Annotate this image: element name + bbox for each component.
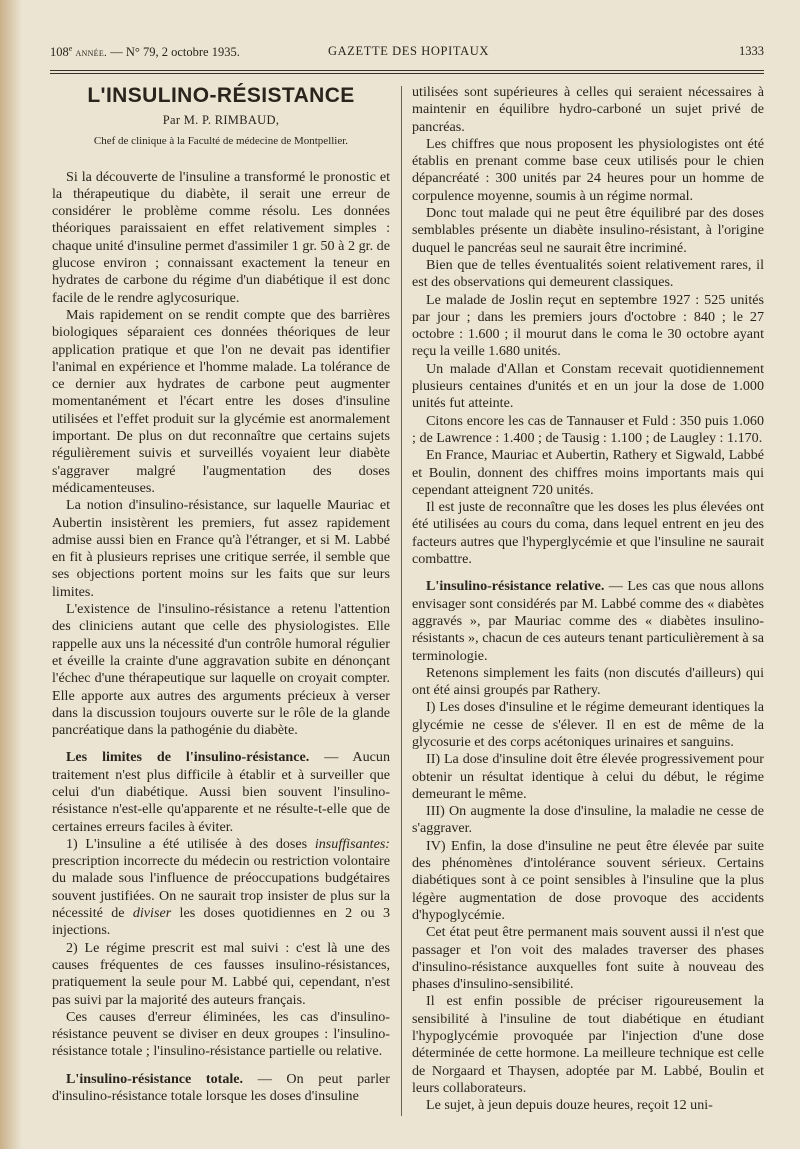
running-head (50, 44, 764, 62)
left-column (52, 84, 390, 1105)
paragraph: I) Les doses d'insuline et le régime demeurant identiques la glycémie ne cesse de s'élever. Il en est de même de la glycosurie et des corps acétoniques urinaires et sanguins. (412, 699, 764, 750)
paragraph: utilisées sont supérieures à celles qui seraient nécessaires à maintenir en équilibre hydro-carboné un sujet privé de pancréas. (412, 84, 764, 135)
paragraph: Il est juste de reconnaître que les doses les plus élevées ont été utilisées au cours du coma, dans lequel entrent en jeu des facteurs autres que l'hyperglycémie et que l'insuline ne saurait combattre. (412, 499, 764, 568)
issue-date: — N° 79, 2 octobre 1935. (110, 45, 240, 60)
paragraph: La notion d'insulino-résistance, sur laquelle Mauriac et Aubertin insistèrent les premiers, fut assez rapidement admise aussi bien en France qu'à l'étranger, et si M. Labbé en fit à plusieurs reprises une critique serrée, il semble que ses objections portent moins sur les faits que sur leurs limites. (52, 497, 390, 600)
column-divider (401, 86, 402, 1116)
section-heading-limits: Les limites de l'insulino-résistance. (66, 749, 310, 766)
section-paragraph: L'insulino-résistance relative. — Les cas que nous allons envisager sont considérés par M. Labbé comme des « diabètes aggravés », par Mauriac comme des « diabètes insulino-résistants », chacun de ces auteurs tenant particulièrement à sa terminologie. (412, 578, 764, 664)
page-binding-edge (0, 0, 22, 1149)
paragraph: IV) Enfin, la dose d'insuline ne peut être élevée par suite des phénomènes d'intolérance souvent sérieux. Certains diabétiques sont à ce point sensibles à l'insuline que la plus légère augmentation de dose provoque des accidents d'hypoglycémie. (412, 837, 764, 923)
article-byline: Par M. P. RIMBAUD, (162, 113, 280, 127)
paragraph: Cet état peut être permanent mais souvent aussi il n'est que passager et l'on voit des malades traverser des phases d'insulino-résistance auxquelles font suite à nouveau des phases d'insulino-sensibilité. (412, 924, 764, 993)
article-title: L'INSULINO-RÉSISTANCE (87, 84, 355, 107)
paragraph: 1) L'insuline a été utilisée à des doses insuffisantes: prescription incorrecte du médecin ou restriction volontaire du malade sous l'influence de préoccupations budgétaires souvent justifiées. On ne saurait trop insister de plus sur la nécessité de diviser les doses quotidiennes en 2 ou 3 injections. (52, 835, 390, 939)
paragraph: Retenons simplement les faits (non discutés d'ailleurs) qui ont été ainsi groupés par Rathery. (412, 664, 764, 699)
paragraph: Citons encore les cas de Tannauser et Fuld : 350 puis 1.060 ; de Lawrence : 1.400 ; de Tausig : 1.100 ; de Laugley : 1.170. (412, 412, 764, 446)
paragraph: Ces causes d'erreur éliminées, les cas d'insulino-résistance peuvent se diviser en deux groupes : l'insulino-résistance totale ; l'insulino-résistance partielle ou relative. (52, 1008, 390, 1060)
edition-number: 108 (50, 45, 69, 60)
paragraph: Bien que de telles éventualités soient relativement rares, il est des observations qui demeurent classiques. (412, 256, 764, 291)
section-paragraph: Les limites de l'insulino-résistance. — Aucun traitement n'est plus difficile à établir et à surveiller que celui d'un diabétique. Aussi bien souvent l'insulino-résistance n'est-elle qu'apparente et ne résulte-t-elle que de certaines erreurs faciles à éviter. (52, 749, 391, 835)
edition-suffix: e (68, 44, 73, 53)
section-heading-totale: L'insulino-résistance totale. (66, 1070, 244, 1087)
paragraph: Donc tout malade qui ne peut être équilibré par des doses semblables présente un diabète insulino-résistant, à l'origine duquel le pancréas seul ne saurait être incriminé. (412, 205, 764, 256)
paragraph: En France, Mauriac et Aubertin, Rathery et Sigwald, Labbé et Boulin, donnent des chiffres moins importants mais qui cependant atteignent 720 unités. (412, 447, 764, 498)
paragraph: Mais rapidement on se rendit compte que des barrières biologiques séparaient ces données théoriques de leur application pratique et que l'on ne devait pas identifier l'animal en expérience et l'homme malade. La tolérance de ce dernier aux hydrates de carbone peut augmenter momentanément et l'écart entre les doses d'insuline utilisées et l'effet produit sur la glycémie est anormalement important. De plus on dut reconnaître que certains sujets régulièrement suivis et surveillés voyaient leur diabète s'aggraver malgré l'augmentation des doses médicamenteuses. (52, 306, 390, 496)
paragraph: Si la découverte de l'insuline a transformé le pronostic et la thérapeutique du diabète, il serait une erreur de considérer le problème comme résolu. Les données théoriques paraissaient en effet relativement simples : chaque unité d'insuline permet d'assimiler 1 gr. 50 à 2 gr. de glucose environ ; connaissant exactement la teneur en hydrates de carbone du régime d'un diabétique il est donc facile de le rendre aglycosurique. (52, 168, 390, 306)
paragraph: Il est enfin possible de préciser rigoureusement la sensibilité à l'insuline de tout diabétique en étudiant l'hypoglycémie provoquée par l'injection d'une dose déterminée de cette hormone. La meilleure technique est celle de Norgaard et Thaysen, adoptée par M. Labbé, Boulin et leurs collaborateurs. (412, 993, 764, 1096)
paragraph: III) On augmente la dose d'insuline, la maladie ne cesse de s'aggraver. (412, 803, 764, 837)
author-affiliation: Chef de clinique à la Faculté de médecine de Montpellier. (93, 135, 349, 148)
paragraph: II) La dose d'insuline doit être élevée progressivement pour obtenir un résultat identique à celui du début, le régime demeurant le même. (412, 751, 764, 802)
section-heading-relative: L'insulino-résistance relative. (426, 578, 605, 595)
paragraph: Un malade d'Allan et Constam recevait quotidiennement plusieurs centaines d'unités et en un jour la dose de 1.000 unités fut atteinte. (412, 360, 764, 412)
header-rule (50, 70, 764, 74)
right-column (412, 84, 764, 1115)
journal-name: GAZETTE DES HOPITAUX (328, 44, 489, 58)
edition-label: année. (75, 47, 108, 60)
page-number: 1333 (739, 44, 764, 58)
section-paragraph: L'insulino-résistance totale. — On peut parler d'insulino-résistance totale lorsque les doses d'insuline (52, 1070, 390, 1105)
paragraph: 2) Le régime prescrit est mal suivi : c'est là une des causes fréquentes de ces fausses insulino-résistances, pratiquement la seule pour M. Labbé qui, cependant, n'est pas suivi par la majorité des auteurs français. (52, 939, 390, 1008)
paragraph: Les chiffres que nous proposent les physiologistes ont été établis en prenant comme base ceux utilisés pour le chien dépancréaté : 300 unités par 24 heures pour un homme de corpulence moyenne, soumis à un régime normal. (412, 135, 764, 204)
issue-info (50, 44, 240, 60)
paragraph: Le sujet, à jeun depuis douze heures, reçoit 12 uni- (426, 1097, 713, 1114)
paragraph: Le malade de Joslin reçut en septembre 1927 : 525 unités par jour ; dans les premiers jours d'octobre : 840 ; le 27 octobre : 1.600 ; il mourut dans le coma le 30 octobre ayant reçu la veille 1.680 unités. (412, 291, 764, 360)
paragraph: L'existence de l'insulino-résistance a retenu l'attention des cliniciens autant que celle des physiologistes. Elle rappelle aux uns la nécessité d'un contrôle humoral régulier et éveille la crainte d'une aggravation subite en dénonçant l'échec d'une thérapeutique sur laquelle on croyait compter. Elle apporte aux autres des arguments précieux à verser dans la discussion toujours ouverte sur le rôle de la glande pancréatique dans la pathogénie du diabète. (52, 601, 390, 739)
